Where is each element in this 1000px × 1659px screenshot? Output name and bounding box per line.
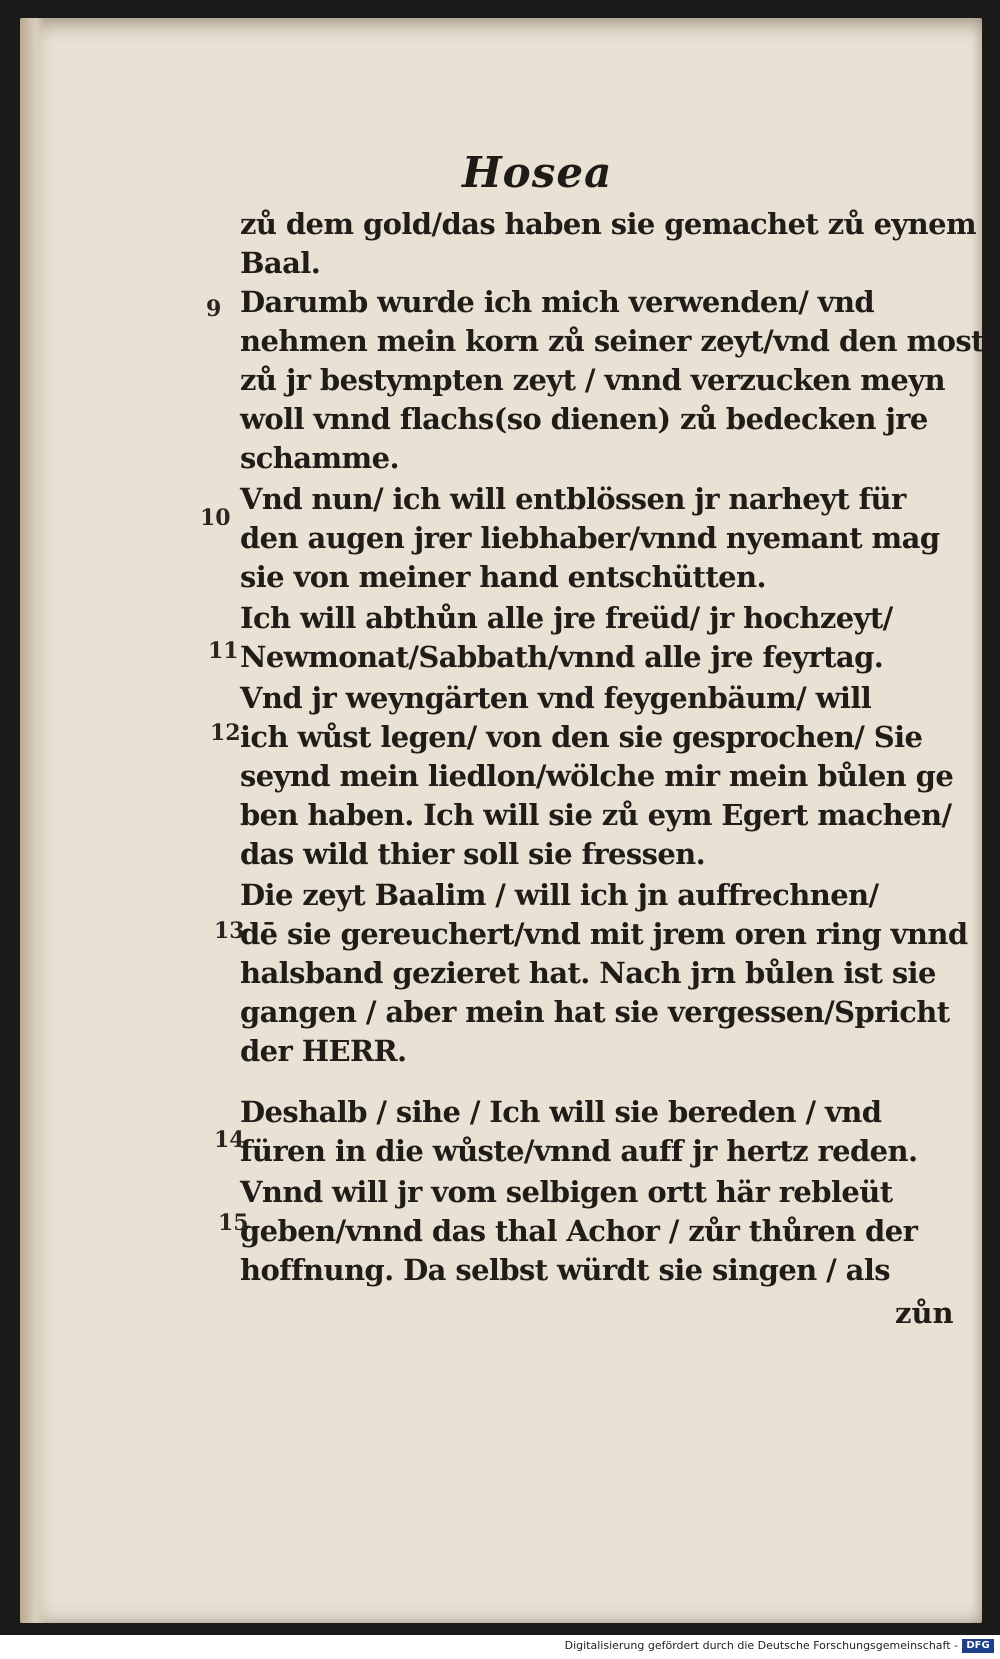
footer [0,1635,1000,1659]
text-line: der HERR. [240,1034,407,1068]
text-line: nehmen mein korn zů seiner zeyt/vnd den most [240,324,984,358]
catchword: zůn [895,1296,954,1330]
verse-number: 15 [218,1210,249,1236]
text-line: gangen / aber mein hat sie vergessen/Spricht [240,995,950,1029]
text-line: geben/vnnd das thal Achor / zůr thůren der [240,1214,918,1248]
text-line: ben haben. Ich will sie zů eym Egert machen/ [240,798,952,832]
verse-number: 11 [208,638,239,664]
verse-number: 14 [214,1127,245,1153]
text-line: Deshalb / sihe / Ich will sie bereden / vnd [240,1095,882,1129]
text-line: das wild thier soll sie fressen. [240,837,706,871]
text-line: Die zeyt Baalim / will ich jn auffrechnen/ [240,878,879,912]
verse-number: 9 [206,296,222,322]
running-title: Hosea [462,148,613,197]
text-line: zů dem gold/das haben sie gemachet zů eynem [240,207,977,241]
text-line: Vnnd will jr vom selbigen ortt här rebleüt [240,1175,893,1209]
text-line: Newmonat/Sabbath/vnnd alle jre feyrtag. [240,640,884,674]
text-line: sie von meiner hand entschütten. [240,560,766,594]
text-line: halsband gezieret hat. Nach jrn bůlen ist sie [240,956,936,990]
verse-number: 13 [214,918,245,944]
text-line: ich wůst legen/ von den sie gesprochen/ Sie [240,720,923,754]
verse-number: 12 [210,720,241,746]
text-line: Darumb wurde ich mich verwenden/ vnd [240,285,875,319]
page-gutter-shadow [20,18,46,1623]
text-line: zů jr bestympten zeyt / vnnd verzucken meyn [240,363,945,397]
text-line: Vnd jr weyngärten vnd feygenbäum/ will [240,681,872,715]
text-line: Baal. [240,246,321,280]
funding-note: Digitalisierung gefördert durch die Deutsche Forschungsgemeinschaft - [564,1639,958,1652]
verse-number: 10 [200,505,231,531]
text-line: Vnd nun/ ich will entblössen jr narheyt für [240,482,906,516]
text-line: Ich will abthůn alle jre freüd/ jr hochzeyt/ [240,601,893,635]
text-line: füren in die wůste/vnnd auff jr hertz reden. [240,1134,918,1168]
text-line: schamme. [240,441,399,475]
text-line: dē sie gereuchert/vnd mit jrem oren ring vnnd [240,917,968,951]
text-line: seynd mein liedlon/wölche mir mein bůlen ge [240,759,954,793]
text-line: woll vnnd flachs(so dienen) zů bedecken jre [240,402,928,436]
dfg-logo-icon: DFG [962,1639,994,1653]
text-line: hoffnung. Da selbst würdt sie singen / als [240,1253,890,1287]
text-line: den augen jrer liebhaber/vnnd nyemant mag [240,521,940,555]
